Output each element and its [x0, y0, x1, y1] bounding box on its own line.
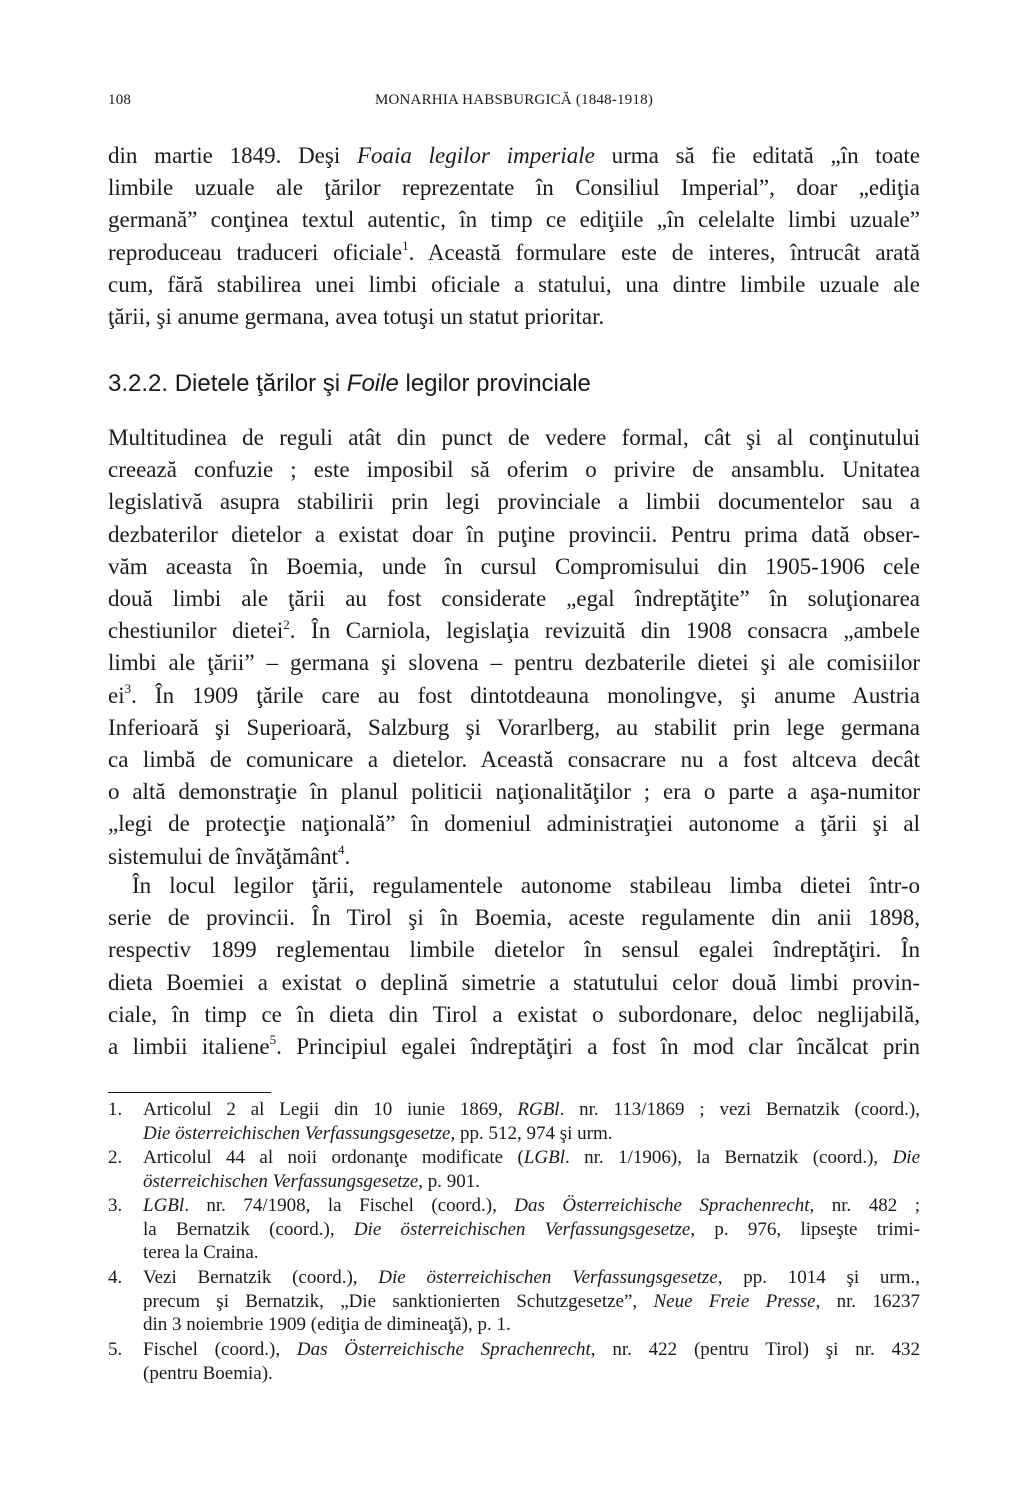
text-run: la Bernatzik (coord.), [143, 1218, 354, 1240]
footnote-line [143, 1313, 920, 1336]
italic-title: Die österreichischen Verfassungsgesetze [143, 1122, 451, 1144]
text-line [108, 776, 920, 808]
italic-title: Das Österreichische Sprachenrecht [514, 1195, 810, 1216]
footnote-number: 3. [108, 1195, 123, 1216]
text-run: . nr. 1/1906), la Bernatzik (coord.), [565, 1147, 893, 1168]
text-run: În locul legilor ţării, regulamentele autonome stabileau limba dietei într-o [132, 873, 920, 898]
running-title: MONARHIA HABSBURGICĂ (1848-1918) [374, 92, 654, 108]
text-line [108, 583, 920, 615]
footnote-number: 1. [108, 1099, 123, 1120]
text-line [108, 237, 920, 269]
section-title-part: legilor provinciale [398, 370, 591, 397]
text-run: germană” conţinea textul autentic, în timp ce ediţiile „în celelalte limbi uzuale” [108, 207, 920, 233]
running-head [108, 92, 920, 114]
footnote-line [143, 1194, 920, 1217]
section-title-part: Dietele ţărilor şi [174, 370, 347, 397]
italic-title: Neue Freie Presse [653, 1290, 816, 1312]
footnote-line [143, 1218, 920, 1241]
footnote-line [143, 1338, 920, 1361]
text-run: precum şi Bernatzik, „Die sanktionierten Schutzgesetze”, [143, 1290, 654, 1312]
text-run: ţării, şi anume germana, avea totuşi un statut prioritar. [108, 304, 605, 329]
text-run: a limbii italiene [108, 1034, 270, 1059]
text-line [108, 422, 920, 454]
text-run: , pp. 1014 şi urm., [717, 1267, 920, 1288]
footnote-line [143, 1362, 920, 1385]
text-run: ca limbă de comunicare a dietelor. Această consacrare nu a fost altceva decât [108, 747, 920, 772]
text-line [108, 615, 920, 647]
italic-title: Die österreichischen Verfassungsgesetze [378, 1267, 718, 1288]
text-run: . Această formulare este de interes, întrucât arată [408, 239, 920, 265]
text-run: din martie 1849. Deşi [108, 143, 357, 168]
text-run: Inferioară şi Superioară, Salzburg şi Vorarlberg, au stabilit prin lege germana [108, 714, 920, 740]
italic-title: Die [892, 1147, 920, 1168]
text-line [108, 967, 920, 999]
text-run: . Principiul egalei îndreptăţiri a fost în mod clar încălcat prin [276, 1034, 920, 1059]
text-run: ei [108, 682, 125, 708]
text-run: , p. 976, lipseşte trimi- [690, 1218, 920, 1240]
text-run: văm aceasta în Boemia, unde în cursul Compromisului din 1905-1906 cele [108, 553, 920, 579]
footnote-number: 4. [108, 1267, 123, 1288]
footnote-line [143, 1146, 920, 1169]
text-run: reproduceau traduceri oficiale [108, 239, 403, 265]
text-run: , nr. 16237 [815, 1290, 921, 1312]
footnote-number: 2. [108, 1147, 123, 1168]
text-line [108, 1031, 920, 1063]
text-line [108, 519, 920, 551]
text-run: , p. 901. [418, 1170, 481, 1192]
text-line [108, 301, 920, 333]
text-run: două limbi ale ţării au fost considerate „egal îndreptăţite” în soluţionarea [108, 586, 920, 611]
text-run: . [344, 843, 351, 869]
text-line [108, 902, 920, 934]
text-line [108, 934, 920, 966]
footnote-number: 5. [108, 1339, 123, 1360]
text-line [108, 712, 920, 744]
italic-title: Das Österreichische Sprachenrecht [296, 1339, 591, 1360]
text-run: , nr. 422 (pentru Tirol) şi nr. 432 [590, 1339, 920, 1360]
text-run: terea la Craina. [143, 1242, 259, 1263]
italic-title: Die österreichischen Verfassungsgesetze [353, 1218, 691, 1240]
italic-title: RGBl [517, 1099, 560, 1120]
text-line [132, 870, 920, 902]
text-line [108, 486, 920, 518]
text-line [108, 999, 920, 1031]
text-run: serie de provincii. În Tirol şi în Boemia, aceste regulamente din anii 1898, [108, 905, 920, 931]
text-run: Fischel (coord.), [143, 1339, 297, 1360]
footnote-line [143, 1170, 920, 1193]
section-heading [108, 368, 591, 400]
text-run: (pentru Boemia). [143, 1362, 273, 1384]
text-run: legislativă asupra stabilirii prin legi provinciale a limbii documentelor sau a [108, 489, 920, 515]
italic-title: Foaia legilor imperiale [356, 143, 595, 168]
text-run: Multitudinea de reguli atât din punct de vedere formal, cât şi al conţinutului [108, 425, 920, 450]
text-run: Articolul 44 al noii ordonanţe modificate ( [143, 1147, 524, 1168]
text-line [108, 808, 920, 840]
text-run: din 3 noiembrie 1909 (ediţia de dimineaţă), p. 1. [143, 1314, 511, 1335]
text-run: . nr. 74/1908, la Fischel (coord.), [184, 1195, 515, 1216]
text-run: ciale, în timp ce în dieta din Tirol a existat o subordonare, deloc neglijabilă, [108, 1001, 920, 1027]
footnote-reference: 4 [337, 841, 345, 857]
text-run: limbi ale ţării” – germana şi slovena – pentru dezbaterile dietei şi ale comisiilor [108, 650, 920, 676]
text-line [108, 551, 920, 583]
footnote-separator [108, 1092, 271, 1093]
text-run: . În 1909 ţările care au fost dintotdeauna monolingve, şi anume Austria [131, 682, 920, 708]
footnote-line [143, 1098, 920, 1121]
footnote-line [143, 1241, 920, 1264]
footnote-line [143, 1266, 920, 1289]
text-run: . nr. 113/1869 ; vezi Bernatzik (coord.), [559, 1099, 920, 1120]
footnote-reference: 3 [124, 680, 132, 696]
text-run: , pp. 512, 974 şi urm. [450, 1122, 613, 1144]
text-run: cum, fără stabilirea unei limbi oficiale a statului, una dintre limbile uzuale ale [108, 271, 920, 297]
text-run: dezbaterilor dietelor a existat doar în puţine provincii. Pentru prima dată obser- [108, 521, 920, 547]
italic-title: LGBl [523, 1147, 566, 1168]
section-number: 3.2.2. [108, 370, 169, 397]
text-run: Articolul 2 al Legii din 10 iunie 1869, [143, 1099, 518, 1120]
text-run: Vezi Bernatzik (coord.), [143, 1267, 379, 1288]
text-line [108, 841, 920, 873]
italic-title: LGBl [143, 1195, 185, 1216]
page-number: 108 [108, 92, 132, 108]
footnote-reference: 5 [269, 1032, 277, 1048]
footnote-line [143, 1122, 920, 1145]
text-line [108, 680, 920, 712]
text-run: chestiunilor dietei [108, 618, 284, 644]
text-run: . În Carniola, legislaţia revizuită din 1908 consacra „ambele [289, 618, 920, 644]
footnote-reference: 2 [283, 616, 290, 632]
text-run: urma să fie editată „în toate [594, 143, 921, 168]
text-line [108, 204, 920, 236]
footnote-line [143, 1290, 920, 1313]
text-line [108, 744, 920, 776]
text-line [108, 647, 920, 679]
footnote-reference: 1 [402, 237, 409, 253]
text-run: dieta Boemiei a existat o deplină simetrie a statutului celor două limbi provin- [108, 969, 920, 995]
text-run: sistemului de învăţământ [108, 843, 338, 869]
text-line [108, 454, 920, 486]
text-line [108, 269, 920, 301]
text-run: „legi de protecţie naţională” în domeniul administraţiei autonome a ţării şi al [108, 811, 920, 837]
text-run: limbile uzuale ale ţărilor reprezentate în Consiliul Imperial”, doar „ediţia [108, 175, 920, 201]
text-run: , nr. 482 ; [809, 1195, 920, 1216]
text-line [108, 140, 920, 172]
text-run: creează confuzie ; este imposibil să oferim o privire de ansamblu. Unitatea [108, 457, 920, 483]
section-title-italic: Foile [346, 370, 399, 397]
text-run: o altă demonstraţie în planul politicii naţionalităţilor ; era o parte a aşa-numitor [108, 779, 920, 805]
text-line [108, 172, 920, 204]
text-run: respectiv 1899 reglementau limbile dietelor în sensul egalei îndreptăţiri. În [108, 937, 920, 963]
italic-title: österreichischen Verfassungsgesetze [143, 1170, 419, 1192]
